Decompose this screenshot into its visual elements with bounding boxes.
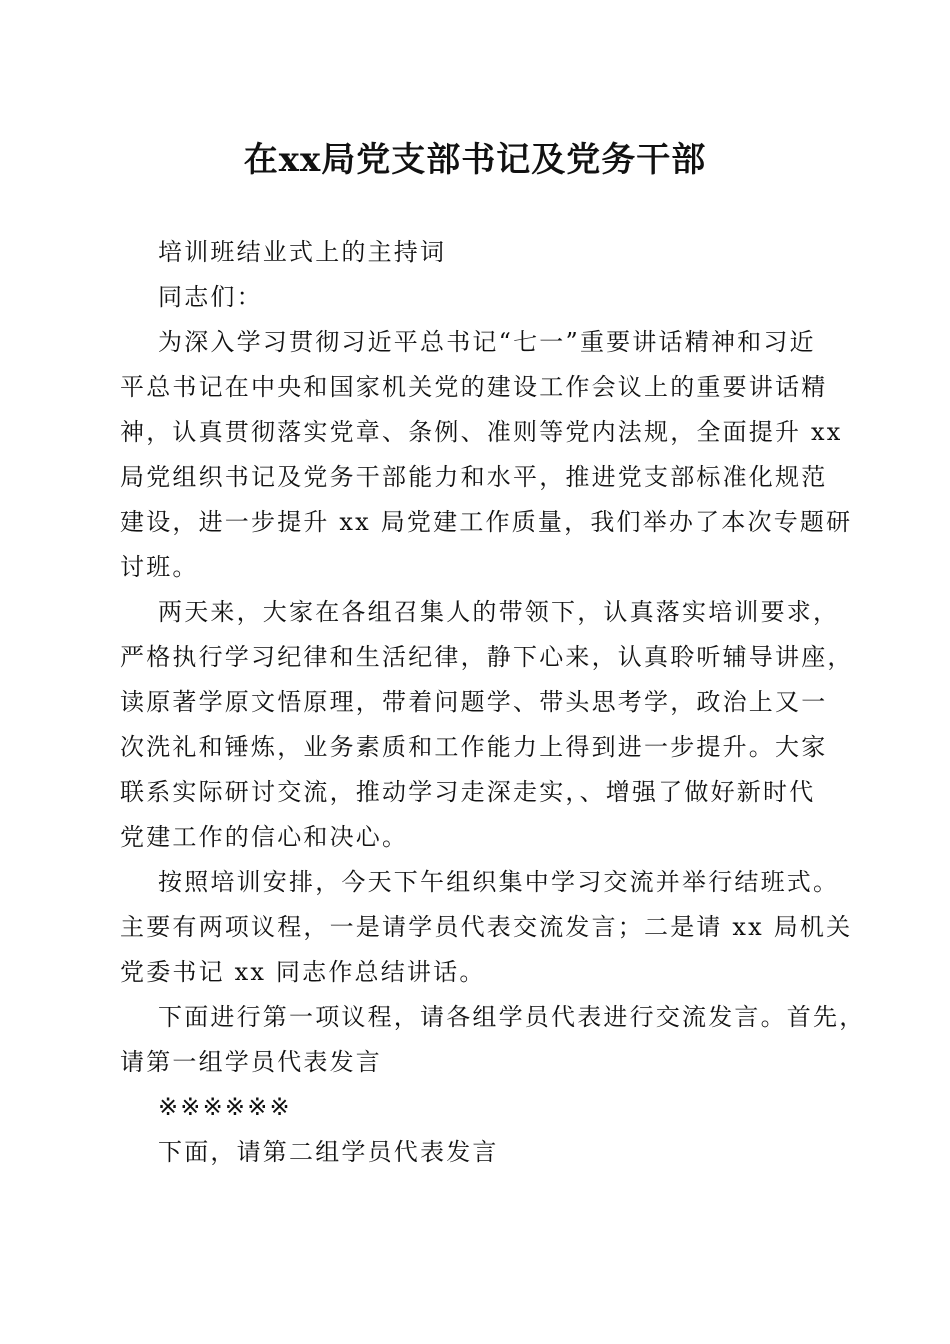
text-line: 同志们： (158, 283, 263, 311)
text-line: 严格执行学习纪律和生活纪律，静下心来，认真聆听辅导讲座， (120, 643, 854, 671)
document-title: 在xx局党支部书记及党务干部 (243, 140, 707, 180)
text-line: ※※※※※※ (158, 1093, 292, 1121)
text-line: 请第一组学员代表发言 (120, 1048, 382, 1076)
document-body (120, 230, 866, 1175)
text-line: 联系实际研讨交流，推动学习走深走实，、增强了做好新时代 (120, 778, 816, 806)
text-line: 神，认真贯彻落实党章、条例、准则等党内法规，全面提升 xx (120, 418, 843, 446)
text-line: 读原著学原文悟原理，带着问题学、带头思考学，政治上又一 (120, 688, 828, 716)
text-line: 平总书记在中央和国家机关党的建设工作会议上的重要讲话精 (120, 373, 828, 401)
text-line: 党委书记 xx 同志作总结讲话。 (120, 958, 486, 986)
text-line: 建设，进一步提升 xx 局党建工作质量，我们举办了本次专题研 (120, 508, 853, 536)
text-line: 次洗礼和锤炼，业务素质和工作能力上得到进一步提升。大家 (120, 733, 828, 761)
text-line: 主要有两项议程，一是请学员代表交流发言；二是请 xx 局机关 (120, 913, 853, 941)
text-line: 党建工作的信心和决心。 (120, 823, 409, 851)
text-line: 为深入学习贯彻习近平总书记“七一”重要讲话精神和习近 (158, 328, 816, 356)
text-line: 下面进行第一项议程，请各组学员代表进行交流发言。首先， (158, 1003, 866, 1031)
text-line: 下面，请第二组学员代表发言 (158, 1138, 499, 1166)
text-line: 讨班。 (120, 553, 199, 581)
text-line: 按照培训安排，今天下午组织集中学习交流并举行结班式。 (158, 868, 840, 896)
text-line: 培训班结业式上的主持词 (158, 238, 447, 266)
text-line: 局党组织书记及党务干部能力和水平，推进党支部标准化规范 (120, 463, 828, 491)
text-line: 两天来，大家在各组召集人的带领下，认真落实培训要求， (158, 598, 840, 626)
